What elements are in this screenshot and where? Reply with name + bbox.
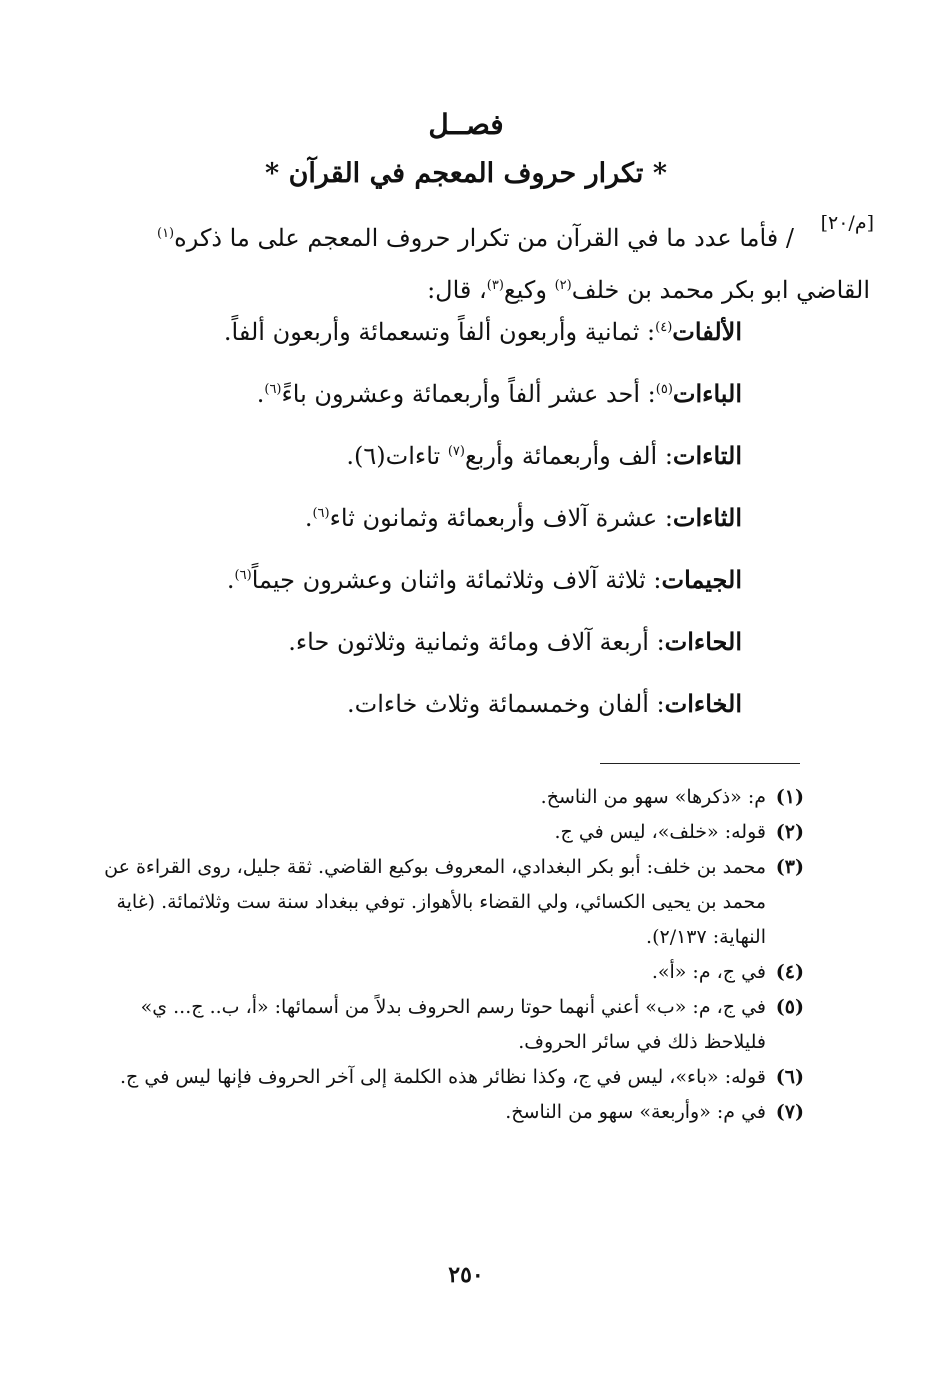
footnote-number: (٢)	[775, 821, 804, 843]
footnote-number: (٦)	[775, 1066, 804, 1088]
letter-count-entry	[122, 498, 742, 560]
letter-count-text: : عشرة آلاف وأربعمائة وثمانون ثاء	[329, 504, 673, 532]
intro-text: ، قال:	[427, 276, 487, 304]
letter-count-entry	[122, 374, 742, 436]
entry-tail: تاءات(٦).	[346, 442, 448, 470]
intro-text: / فأما عدد ما في القرآن من تكرار حروف المعجم على ما ذكره	[174, 224, 794, 252]
footnote-ref: (٦)	[312, 506, 330, 521]
footnote-ref: (٤)	[655, 320, 673, 335]
letter-name: الباءات	[672, 379, 742, 408]
footnote-number: (٣)	[775, 856, 804, 878]
letter-count-entry	[122, 436, 742, 498]
intro-line-1	[157, 224, 794, 252]
letter-name: الحاءات	[664, 627, 742, 656]
footnote-ref: (٦)	[264, 382, 282, 397]
letter-count-text: : ألف وأربعمائة وأربع	[464, 442, 673, 470]
footnote	[104, 780, 804, 815]
letter-count-entry	[122, 622, 742, 684]
footnote-text: في ج، م: «ب» أعني أنهما حوتا رسم الحروف بدلاً من أسمائها: «أ، ب.. ج... ي» فليلاحظ ذلك في سائر الحروف.	[140, 996, 766, 1053]
letter-name: الألفات	[672, 317, 742, 346]
footnote-number: (٤)	[775, 961, 804, 983]
letter-count-text: : أربعة آلاف ومائة وثمانية وثلاثون حاء.	[288, 628, 665, 656]
footnote-text: م: «ذكرها» سهو من الناسخ.	[540, 786, 766, 808]
intro-text: القاضي ابو بكر محمد بن خلف	[571, 276, 870, 304]
footnote	[104, 850, 804, 955]
letter-count-entry	[122, 560, 742, 622]
footnote-text: قوله: «باء»، ليس في ج، وكذا نظائر هذه الكلمة إلى آخر الحروف فإنها ليس في ج.	[120, 1066, 766, 1088]
letter-name: الثاءات	[672, 503, 742, 532]
footnote-ref: (٧)	[447, 444, 465, 459]
letter-count-entry	[122, 312, 742, 374]
footnote	[104, 815, 804, 850]
entry-tail: .	[256, 380, 265, 408]
letter-count-text: : ثلاثة آلاف وثلاثمائة واثنان وعشرون جيماً	[251, 566, 662, 594]
footnote-text: في م: «وأربعة» سهو من الناسخ.	[505, 1101, 766, 1123]
footnote	[104, 1060, 804, 1095]
footnote-divider	[600, 763, 800, 764]
footnote-text: قوله: «خلف»، ليس في ج.	[554, 821, 766, 843]
footnote-ref: (٢)	[554, 278, 572, 293]
footnote-text: محمد بن خلف: أبو بكر البغدادي، المعروف بوكيع القاضي. ثقة جليل، روى القراءة عن محمد بن يحيى الكسائي، ولي القضاء بالأهواز. توفي ببغداد سنة ست وثلاثمائة. (غاية النهاية: ٢/١٣٧).	[104, 856, 766, 948]
footnote	[104, 1095, 804, 1130]
letter-count-list	[122, 312, 742, 746]
footnote-text: في ج، م: «أ».	[651, 961, 766, 983]
footnote	[104, 955, 804, 990]
letter-count-text: : ثمانية وأربعون ألفاً وتسعمائة وأربعون ألفاً.	[223, 318, 656, 346]
section-title: * تكرار حروف المعجم في القرآن *	[265, 158, 667, 189]
margin-reference: [م/٢٠]	[820, 212, 874, 234]
letter-count-text: : أحد عشر ألفاً وأربعمائة وعشرون باءً	[281, 380, 656, 408]
section-heading: فصــل	[428, 108, 504, 141]
letter-count-entry	[122, 684, 742, 746]
entry-tail: .	[226, 566, 235, 594]
letter-name: الخاءات	[664, 689, 742, 718]
intro-line-2	[94, 264, 870, 316]
entry-tail: .	[304, 504, 313, 532]
footnote-number: (٧)	[775, 1101, 804, 1123]
footnotes	[104, 780, 804, 1130]
letter-count-text: : ألفان وخمسمائة وثلاث خاءات.	[347, 690, 665, 718]
footnote-ref: (٥)	[655, 382, 673, 397]
footnote	[104, 990, 804, 1060]
footnote-number: (١)	[775, 786, 804, 808]
footnote-ref: (٦)	[234, 568, 252, 583]
page-number: ٢٥٠	[448, 1262, 484, 1288]
letter-name: التاءات	[672, 441, 742, 470]
footnote-ref: (١)	[156, 226, 175, 241]
footnote-ref: (٣)	[486, 278, 504, 293]
letter-name: الجيمات	[661, 565, 742, 594]
intro-text: وكيع	[503, 276, 555, 304]
footnote-number: (٥)	[775, 996, 804, 1018]
